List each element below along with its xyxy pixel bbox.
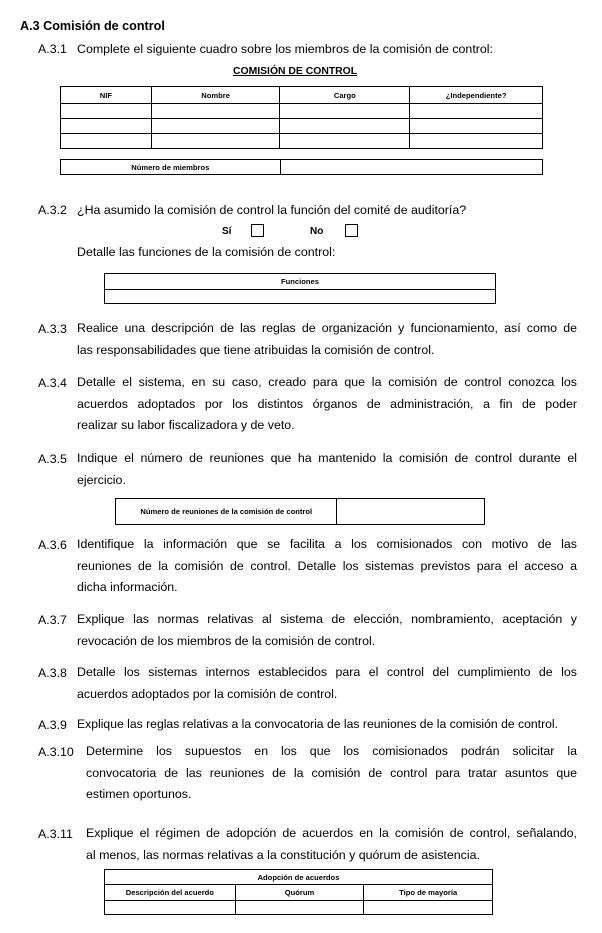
- members-count-label: Número de miembros: [61, 160, 281, 175]
- table-cell[interactable]: [151, 134, 280, 149]
- table-cell[interactable]: [235, 901, 364, 915]
- item-a36-text: [77, 534, 577, 599]
- text-line: acuerdos adoptados por los distintos órganos de administración, a fin de poder: [77, 396, 577, 411]
- table-cell[interactable]: [410, 104, 543, 119]
- table-cell[interactable]: [105, 901, 236, 915]
- text-line: dicha información.: [77, 580, 178, 595]
- members-header-nif: NIF: [61, 87, 152, 104]
- table-cell[interactable]: [151, 104, 280, 119]
- item-a33-number: A.3.3: [38, 322, 67, 336]
- item-a37-number: A.3.7: [38, 613, 67, 627]
- text-line: Explique el régimen de adopción de acuerdos en la comisión de control, señalando,: [86, 826, 577, 840]
- table-cell[interactable]: [280, 134, 410, 149]
- meetings-label: Número de reuniones de la comisión de control: [116, 499, 337, 525]
- text-line: estimen oportunos.: [86, 787, 192, 802]
- members-header-independiente: ¿Independiente?: [410, 87, 543, 104]
- item-a310-text: [86, 741, 577, 806]
- item-a311-number: A.3.11: [38, 827, 73, 841]
- text-line: Explique las reglas relativas a la convocatoria de las reuniones de la comisión de control.: [77, 717, 558, 731]
- members-count-value[interactable]: [280, 160, 542, 175]
- meetings-table: [115, 498, 485, 525]
- functions-table: [104, 273, 496, 304]
- text-line: Indique el número de reuniones que ha mantenido la comisión de control durante el: [77, 451, 577, 465]
- text-line: Identifique la información que se facilita a los comisionados con motivo de las: [77, 537, 577, 551]
- agreements-header-mayoria: Tipo de mayoría: [364, 885, 493, 901]
- table-cell[interactable]: [61, 134, 152, 149]
- item-a34-number: A.3.4: [38, 376, 67, 390]
- table-row: [105, 901, 493, 915]
- agreements-header-descripcion: Descripción del acuerdo: [105, 885, 236, 901]
- agreements-header-quorum: Quórum: [235, 885, 364, 901]
- text-line: Detalle los sistemas internos establecidos para el control del cumplimiento de los: [77, 665, 577, 679]
- item-a38-number: A.3.8: [38, 666, 67, 680]
- item-a35-number: A.3.5: [38, 452, 67, 466]
- section-title: A.3 Comisión de control: [20, 19, 165, 33]
- text-line: convocatoria de las reuniones de la comisión de control para tratar asuntos que: [86, 765, 577, 780]
- members-table: [60, 86, 543, 149]
- table-cell[interactable]: [410, 134, 543, 149]
- text-line: Explique las normas relativas al sistema de elección, nombramiento, aceptación y: [77, 612, 577, 626]
- no-label: No: [310, 226, 324, 237]
- item-a39-number: A.3.9: [38, 718, 67, 732]
- text-line: revocación de los miembros de la comisión de control.: [77, 633, 376, 648]
- table-cell[interactable]: [410, 119, 543, 134]
- table-row: [61, 134, 543, 149]
- members-header-cargo: Cargo: [280, 87, 410, 104]
- text-line: las responsabilidades que tiene atribuidas la comisión de control.: [77, 342, 435, 357]
- text-line: realizar su labor fiscalizadora y de veto.: [77, 418, 295, 433]
- yes-checkbox[interactable]: [251, 224, 264, 237]
- members-table-caption: COMISIÓN DE CONTROL: [233, 66, 358, 77]
- item-a32-number: A.3.2: [38, 203, 67, 217]
- agreements-title: Adopción de acuerdos: [105, 870, 493, 885]
- no-checkbox[interactable]: [345, 224, 358, 237]
- text-line: ejercicio.: [77, 472, 126, 487]
- item-a34-text: [77, 372, 577, 437]
- table-cell[interactable]: [61, 104, 152, 119]
- text-line: reuniones de la comisión de control. Detalle los sistemas previstos para el acceso a: [77, 558, 577, 573]
- meetings-value[interactable]: [337, 499, 485, 525]
- item-a35-text: [77, 448, 577, 491]
- item-a32-detail: Detalle las funciones de la comisión de control:: [77, 245, 336, 259]
- table-cell[interactable]: [151, 119, 280, 134]
- text-line: acuerdos adoptados por la comisión de control.: [77, 686, 338, 701]
- functions-header: Funciones: [105, 274, 496, 290]
- text-line: al menos, las normas relativas a la constitución y quórum de asistencia.: [86, 847, 480, 862]
- table-cell[interactable]: [280, 104, 410, 119]
- members-count-table: [60, 159, 543, 175]
- item-a38-text: [77, 662, 577, 705]
- table-cell[interactable]: [364, 901, 493, 915]
- item-a39-text: [77, 714, 582, 736]
- item-a311-text: [86, 823, 577, 866]
- text-line: Realice una descripción de las reglas de organización y funcionamiento, así como de: [77, 321, 577, 335]
- item-a32-question: ¿Ha asumido la comisión de control la función del comité de auditoría?: [77, 203, 467, 217]
- table-row: [61, 119, 543, 134]
- item-a31-number: A.3.1: [38, 42, 67, 56]
- table-cell[interactable]: [280, 119, 410, 134]
- item-a33-text: [77, 318, 577, 361]
- members-header-nombre: Nombre: [151, 87, 280, 104]
- table-cell[interactable]: [61, 119, 152, 134]
- table-row: [61, 104, 543, 119]
- functions-cell[interactable]: [105, 290, 496, 304]
- item-a310-number: A.3.10: [38, 745, 74, 759]
- text-line: Detalle el sistema, en su caso, creado para que la comisión de control conozca los: [77, 375, 577, 389]
- item-a36-number: A.3.6: [38, 538, 67, 552]
- item-a37-text: [77, 609, 577, 652]
- item-a31-text: Complete el siguiente cuadro sobre los miembros de la comisión de control:: [77, 42, 493, 56]
- agreements-table: [104, 869, 493, 915]
- yes-label: Sí: [222, 226, 232, 237]
- text-line: Determine los supuestos en los que los comisionados podrán solicitar la: [86, 744, 577, 758]
